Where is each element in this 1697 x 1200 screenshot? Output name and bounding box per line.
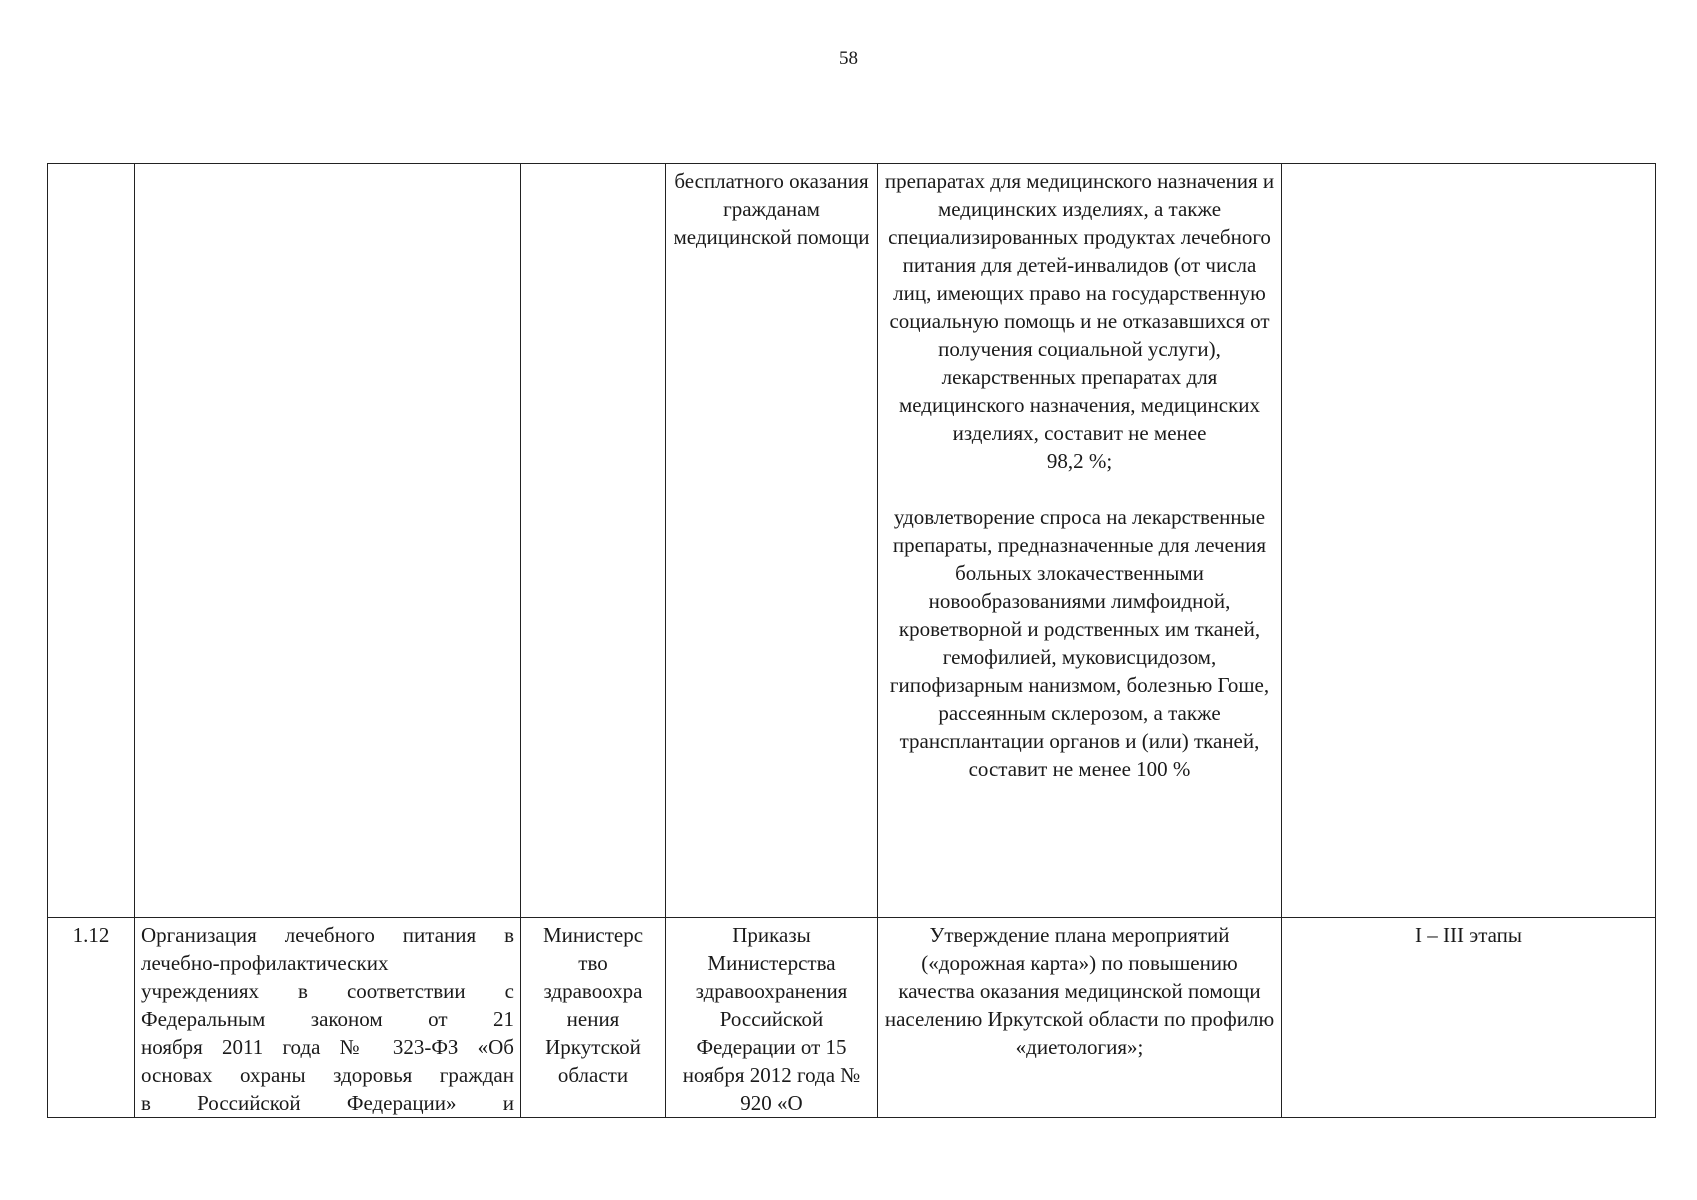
cell-basis: бесплатного оказания гражданам медицинской помощи — [666, 164, 878, 918]
cell-executor: Министерс тво здравоохра нения Иркутской области — [521, 918, 666, 1118]
text-line: Федеральным законом от 21 — [141, 1007, 514, 1031]
text-line: ноября 2011 года № 323-ФЗ «Об — [141, 1035, 514, 1059]
result-paragraph: препаратах для медицинского назначения и медицинских изделиях, а также специализированных продуктах лечебного питания для детей-инвалидов (от числа лиц, имеющих право на государственную социальную помощь и не отказавшихся от получения социальной услуги), лекарственных препаратах для медицинского назначения, медицинских изделиях, составит не менее — [884, 169, 1275, 445]
result-paragraph: удовлетворение спроса на лекарственные препараты, предназначенные для лечения больных злокачественными новообразованиями лимфоидной, кроветворной и родственных им тканей, гемофилией, муковисцидозом, гипофизарным нанизмом, болезнью Гоше, рассеянным склерозом, а также трансплантации органов и (или) тканей, составит не менее 100 % — [889, 505, 1270, 781]
result-value: 98,2 %; — [1046, 449, 1113, 473]
paragraph-gap — [884, 475, 1275, 503]
document-table — [47, 163, 1656, 1118]
text-line: в Российской Федерации» и — [141, 1091, 514, 1115]
cell-result — [878, 164, 1282, 918]
text-line: основах охраны здоровья граждан — [141, 1063, 514, 1087]
cell-measure-name — [135, 164, 521, 918]
cell-measure-name — [135, 918, 521, 1118]
table-row — [48, 164, 1656, 918]
cell-executor — [521, 164, 666, 918]
cell-stages — [1282, 164, 1656, 918]
cell-result: Утверждение плана мероприятий («дорожная карта») по повышению качества оказания медицинской помощи населению Иркутской области по профилю «диетология»; — [878, 918, 1282, 1118]
text-line: учреждениях в соответствии с — [141, 979, 514, 1003]
cell-number — [48, 164, 135, 918]
cell-stages: I – III этапы — [1282, 918, 1656, 1118]
page-number: 58 — [839, 48, 858, 69]
cell-number: 1.12 — [48, 918, 135, 1118]
table-row — [48, 918, 1656, 1118]
cell-basis: Приказы Министерства здравоохранения Российской Федерации от 15 ноября 2012 года № 920 «О — [666, 918, 878, 1118]
text-line: Организация лечебного питания в — [141, 923, 514, 947]
text-line: лечебно-профилактических — [141, 951, 389, 975]
